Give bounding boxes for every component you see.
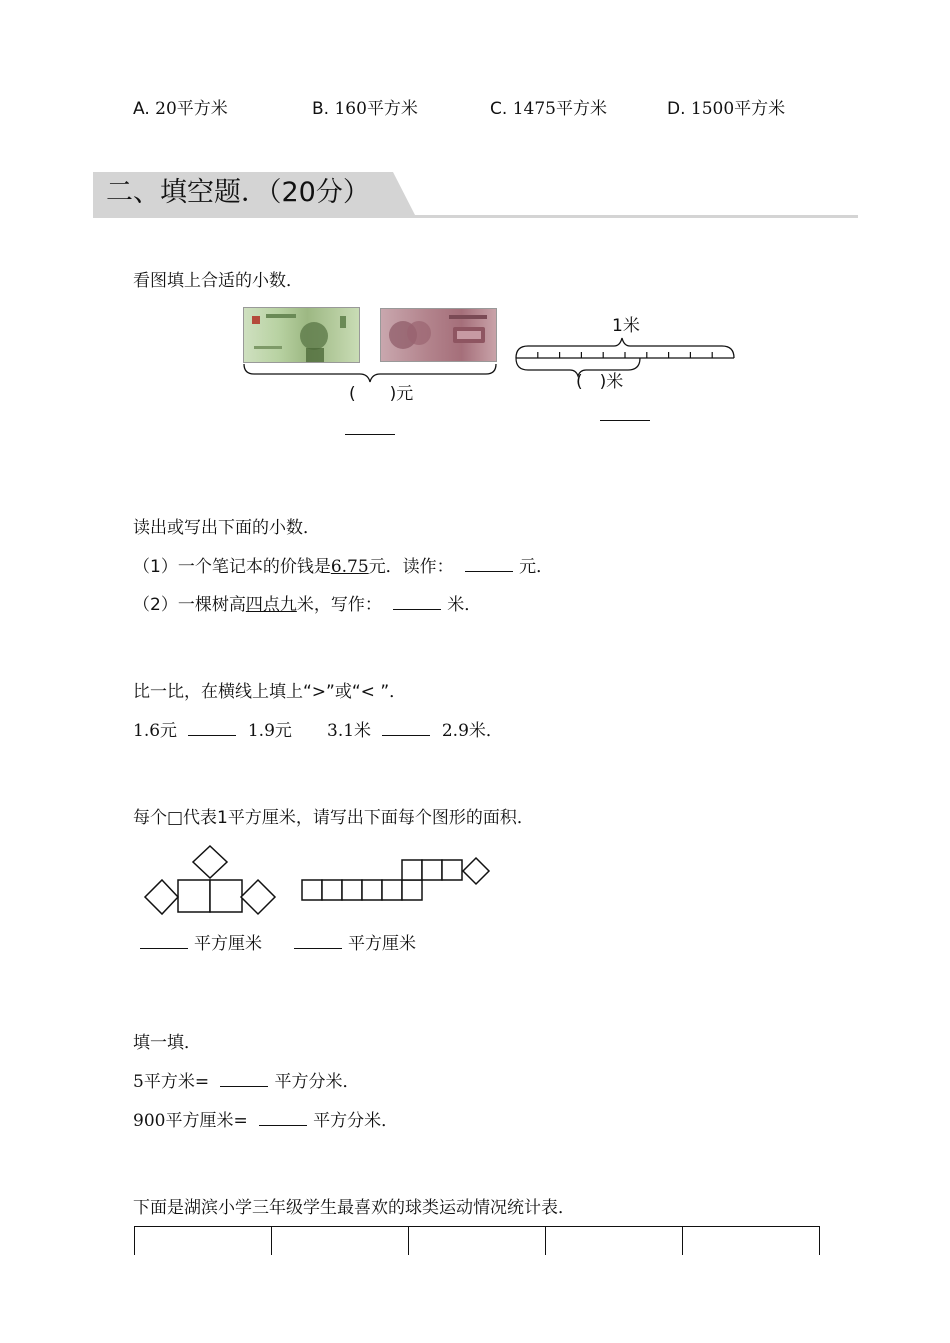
shape-2-figure <box>298 855 498 905</box>
section-header <box>93 172 858 218</box>
table-cell <box>546 1227 683 1256</box>
q4-prompt: 每个□代表1平方厘米，请写出下面每个图形的面积． <box>133 808 534 828</box>
ruler-answer-unit: ( )米 <box>576 372 624 392</box>
ruler-answer-blank[interactable] <box>600 420 650 421</box>
q2-item-2-blank[interactable] <box>393 595 441 610</box>
table-cell <box>135 1227 272 1256</box>
q3-compare-a-blank[interactable] <box>188 721 236 736</box>
five-jiao-banknote-image <box>380 308 497 362</box>
q5-prompt: 填一填． <box>133 1033 201 1053</box>
table-cell <box>272 1227 409 1256</box>
shape-1-answer: 平方厘米 <box>140 933 262 955</box>
q5-line-1: 5平方米= 平方分米． <box>133 1072 360 1092</box>
q3-prompt: 比一比，在横线上填上“>”或“< ”． <box>133 682 407 702</box>
q5-line-2-blank[interactable] <box>259 1111 307 1126</box>
q2-item-1-blank[interactable] <box>465 557 513 572</box>
option-d[interactable]: D. 1500平方米 <box>667 99 786 119</box>
shape-2-blank[interactable] <box>294 934 342 949</box>
table-row <box>135 1227 820 1256</box>
ruler-length-label: 1米 <box>612 316 640 336</box>
q2-item-2: （2）一棵树高四点九米，写作： 米． <box>133 595 482 615</box>
money-answer-unit: ( )元 <box>349 384 414 404</box>
option-c[interactable]: C. 1475平方米 <box>490 99 607 119</box>
q5-line-1-blank[interactable] <box>220 1072 268 1087</box>
table-cell <box>409 1227 546 1256</box>
sports-stats-table <box>134 1226 820 1255</box>
q2-item-1: （1）一个笔记本的价钱是6.75元．读作： 元． <box>133 557 554 577</box>
section-header-rule <box>93 215 858 218</box>
meter-ruler <box>510 336 740 380</box>
shape-2-answer: 平方厘米 <box>294 933 416 955</box>
shape-1-blank[interactable] <box>140 934 188 949</box>
option-a[interactable]: A. 20平方米 <box>133 99 228 119</box>
money-brace <box>240 360 500 384</box>
q1-prompt: 看图填上合适的小数． <box>133 271 303 291</box>
q3-compare-a: 1.6元 1.9元 <box>133 721 292 741</box>
one-yuan-banknote-image <box>243 307 360 363</box>
option-b[interactable]: B. 160平方米 <box>312 99 418 119</box>
q3-compare-b-blank[interactable] <box>382 721 430 736</box>
q6-prompt: 下面是湖滨小学三年级学生最喜欢的球类运动情况统计表． <box>133 1198 575 1218</box>
shape-1-figure <box>140 840 290 920</box>
q2-prompt: 读出或写出下面的小数． <box>133 518 320 538</box>
money-answer-blank[interactable] <box>345 434 395 435</box>
q5-line-2: 900平方厘米= 平方分米． <box>133 1111 399 1131</box>
q3-compare-b: 3.1米 2.9米． <box>327 721 503 741</box>
table-cell <box>683 1227 820 1256</box>
section-title: 二、填空题．（20分） <box>106 177 370 208</box>
